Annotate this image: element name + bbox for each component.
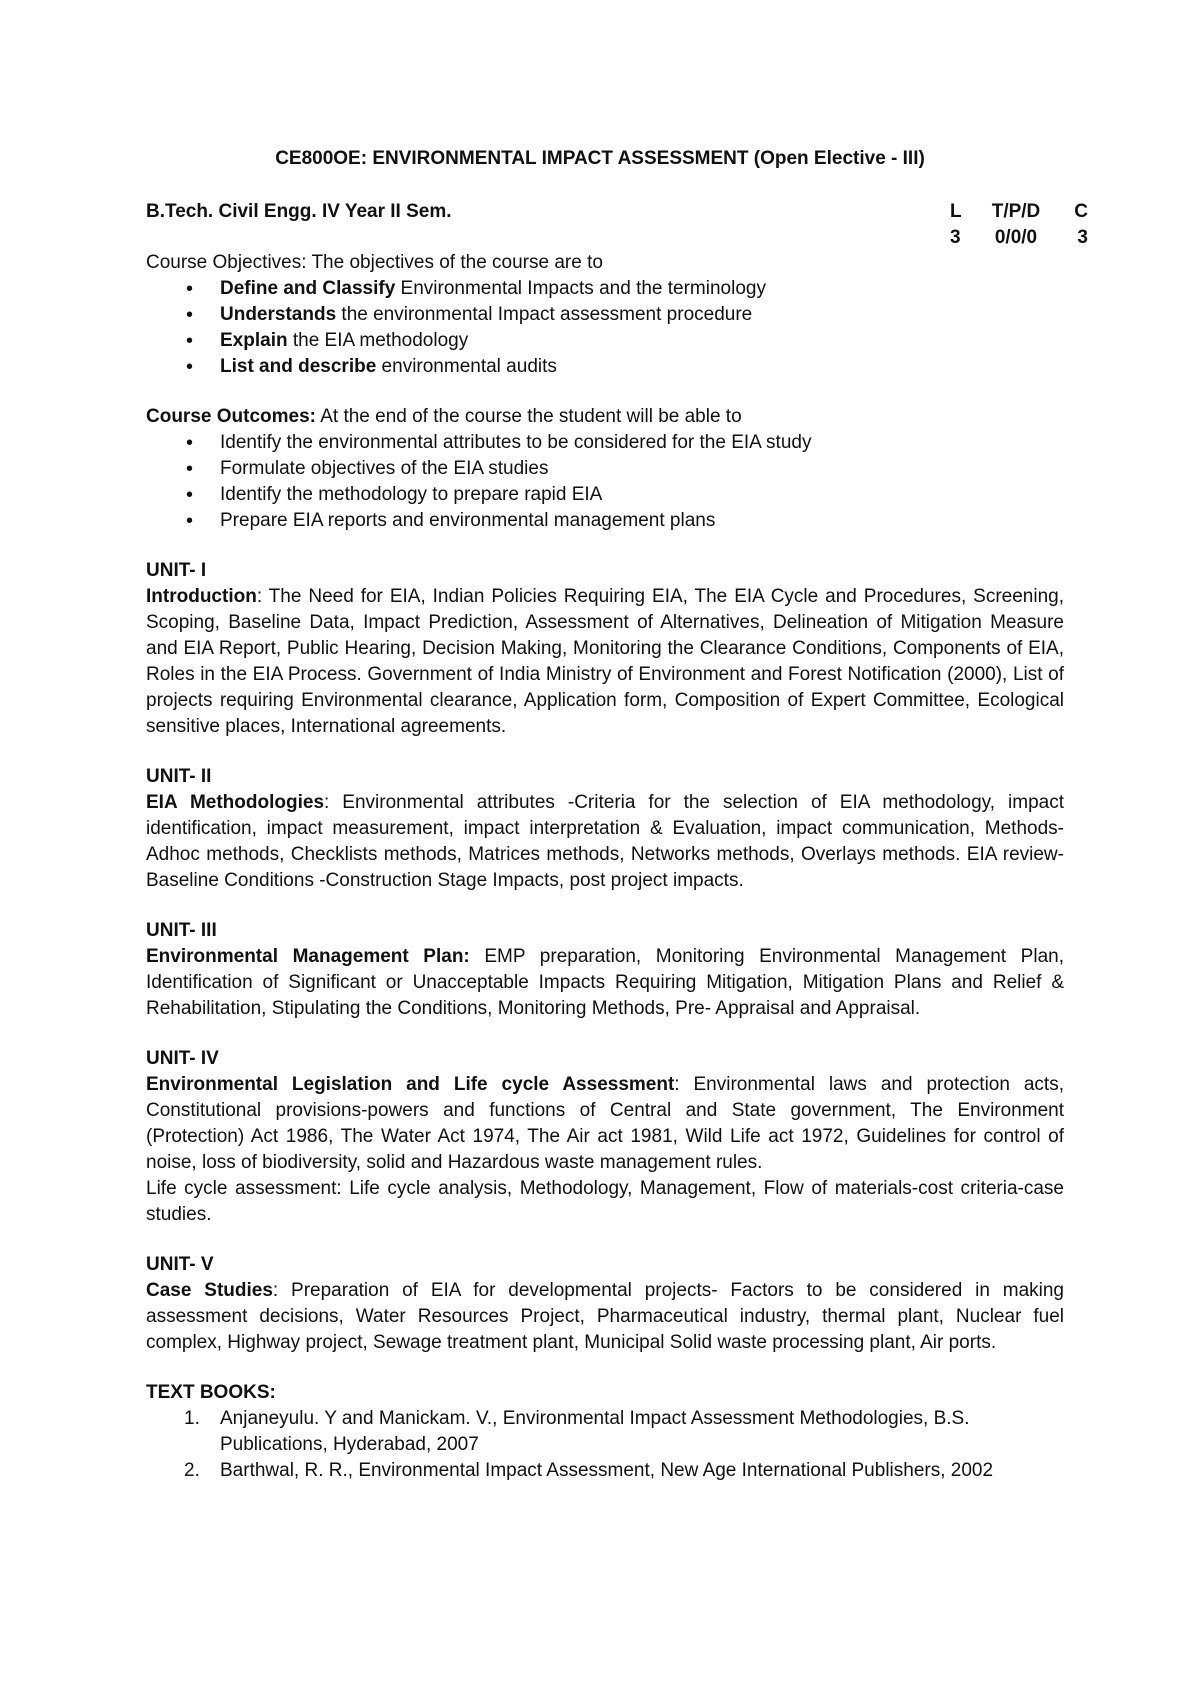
unit-label: Environmental Legislation and Life cycle Assessment — [146, 1074, 675, 1095]
unit-body — [146, 1072, 1064, 1176]
unit-body — [146, 790, 1064, 894]
objective-text: environmental audits — [376, 356, 557, 377]
unit-label: EIA Methodologies — [146, 792, 325, 813]
objective-text: the EIA methodology — [287, 330, 469, 351]
objectives-list — [146, 276, 1064, 380]
textbooks-list — [146, 1406, 1064, 1484]
list-item — [146, 1406, 1064, 1458]
unit-label: Environmental Management Plan: — [146, 946, 470, 967]
objective-text: the environmental Impact assessment procedure — [336, 304, 753, 325]
book-number: 1. — [184, 1408, 200, 1429]
objective-keyword: Explain — [220, 330, 288, 351]
list-item: • Identify the environmental attributes to be considered for the EIA study — [146, 430, 1064, 456]
unit-text: : Environmental attributes -Criteria for the selection of EIA methodology, impact identification, impact measurement, impact interpretation & Evaluation, impact communication, Methods-Adhoc methods, Checklists methods, Matrices methods, Networks methods, Overlays methods. EIA review- Baseline Conditions -Construction Stage Impacts, post project impacts. — [146, 792, 1064, 891]
outcomes-intro-text: At the end of the course the student will be able to — [315, 406, 742, 427]
unit-5 — [146, 1252, 1064, 1356]
outcomes-list — [146, 430, 1064, 534]
credits-header-l: L — [950, 201, 962, 222]
book-citation: Barthwal, R. R., Environmental Impact Assessment, New Age International Publishers, 2002 — [220, 1460, 994, 1481]
list-item: • Identify the methodology to prepare rapid EIA — [146, 482, 1064, 508]
unit-1 — [146, 558, 1064, 740]
unit-label: Introduction — [146, 586, 257, 607]
text-books — [146, 1380, 1064, 1484]
unit-4 — [146, 1046, 1064, 1228]
objective-keyword: List and describe — [220, 356, 377, 377]
course-objectives — [146, 250, 1064, 380]
objective-keyword: Define and Classify — [220, 278, 396, 299]
credits-header-tpd: T/P/D — [991, 201, 1041, 222]
unit-text: : Environmental laws and protection acts, Constitutional provisions-powers and functions of Central and State government, The Environment (Protection) Act 1986, The Water Act 1974, The Air act 1981, Wild Life act 1972, Guidelines for control of noise, loss of biodiversity, solid and Hazardous waste management rules. — [146, 1074, 1064, 1173]
unit-2 — [146, 764, 1064, 894]
list-item — [146, 354, 1064, 380]
objectives-intro: Course Objectives: The objectives of the course are to — [146, 252, 603, 273]
objective-keyword: Understands — [220, 304, 337, 325]
program-subheading: B.Tech. Civil Engg. IV Year II Sem. — [146, 201, 452, 222]
credits-header-row — [950, 199, 1088, 225]
list-item — [146, 302, 1064, 328]
credits-table — [950, 199, 1088, 251]
unit-heading: UNIT- III — [146, 920, 217, 941]
book-number: 2. — [184, 1460, 200, 1481]
unit-heading: UNIT- V — [146, 1254, 214, 1275]
unit-extra: Life cycle assessment: Life cycle analysis, Methodology, Management, Flow of materials-cost criteria-case studies. — [146, 1178, 1064, 1225]
credits-value-tpd: 0/0/0 — [994, 227, 1038, 248]
unit-text: : The Need for EIA, Indian Policies Requiring EIA, The EIA Cycle and Procedures, Screening, Scoping, Baseline Data, Impact Prediction, Assessment of Alternatives, Delineation of Mitigation Measure and EIA Report, Public Hearing, Decision Making, Monitoring the Clearance Conditions, Components of EIA, Roles in the EIA Process. Government of India Ministry of Environment and Forest Notification (2000), List of projects requiring Environmental clearance, Application form, Composition of Expert Committee, Ecological sensitive places, International agreements. — [146, 586, 1064, 737]
book-citation: Anjaneyulu. Y and Manickam. V., Environmental Impact Assessment Methodologies, B.S. Publications, Hyderabad, 2007 — [220, 1408, 970, 1455]
unit-body — [146, 944, 1064, 1022]
list-item — [146, 276, 1064, 302]
outcomes-label: Course Outcomes: — [146, 406, 316, 427]
credits-value-row — [950, 225, 1088, 251]
list-item — [146, 1458, 1064, 1484]
credits-value-l: 3 — [950, 227, 961, 248]
unit-3 — [146, 918, 1064, 1022]
unit-label: Case Studies — [146, 1280, 273, 1301]
course-outcomes — [146, 404, 1064, 534]
credits-value-c: 3 — [1077, 227, 1088, 248]
syllabus-content — [146, 250, 1064, 1484]
unit-text: : Preparation of EIA for developmental projects- Factors to be considered in making assessment decisions, Water Resources Project, Pharmaceutical industry, thermal plant, Nuclear fuel complex, Highway project, Sewage treatment plant, Municipal Solid waste processing plant, Air ports. — [146, 1280, 1064, 1353]
unit-heading: UNIT- I — [146, 560, 207, 581]
objective-text: Environmental Impacts and the terminology — [395, 278, 766, 299]
unit-heading: UNIT- IV — [146, 1048, 219, 1069]
course-title: CE800OE: ENVIRONMENTAL IMPACT ASSESSMENT (Open Elective - III) — [275, 148, 925, 169]
credits-header-c: C — [1074, 201, 1088, 222]
outcomes-intro — [146, 404, 1064, 430]
textbooks-heading: TEXT BOOKS: — [146, 1382, 276, 1403]
unit-body — [146, 1278, 1064, 1356]
unit-body — [146, 584, 1064, 740]
list-item: • Formulate objectives of the EIA studies — [146, 456, 1064, 482]
unit-heading: UNIT- II — [146, 766, 212, 787]
list-item — [146, 328, 1064, 354]
unit-text: EMP preparation, Monitoring Environmental Management Plan, Identification of Significant or Unacceptable Impacts Requiring Mitigation, Mitigation Plans and Relief & Rehabilitation, Stipulating the Conditions, Monitoring Methods, Pre- Appraisal and Appraisal. — [146, 946, 1064, 1019]
list-item: • Prepare EIA reports and environmental management plans — [146, 508, 1064, 534]
